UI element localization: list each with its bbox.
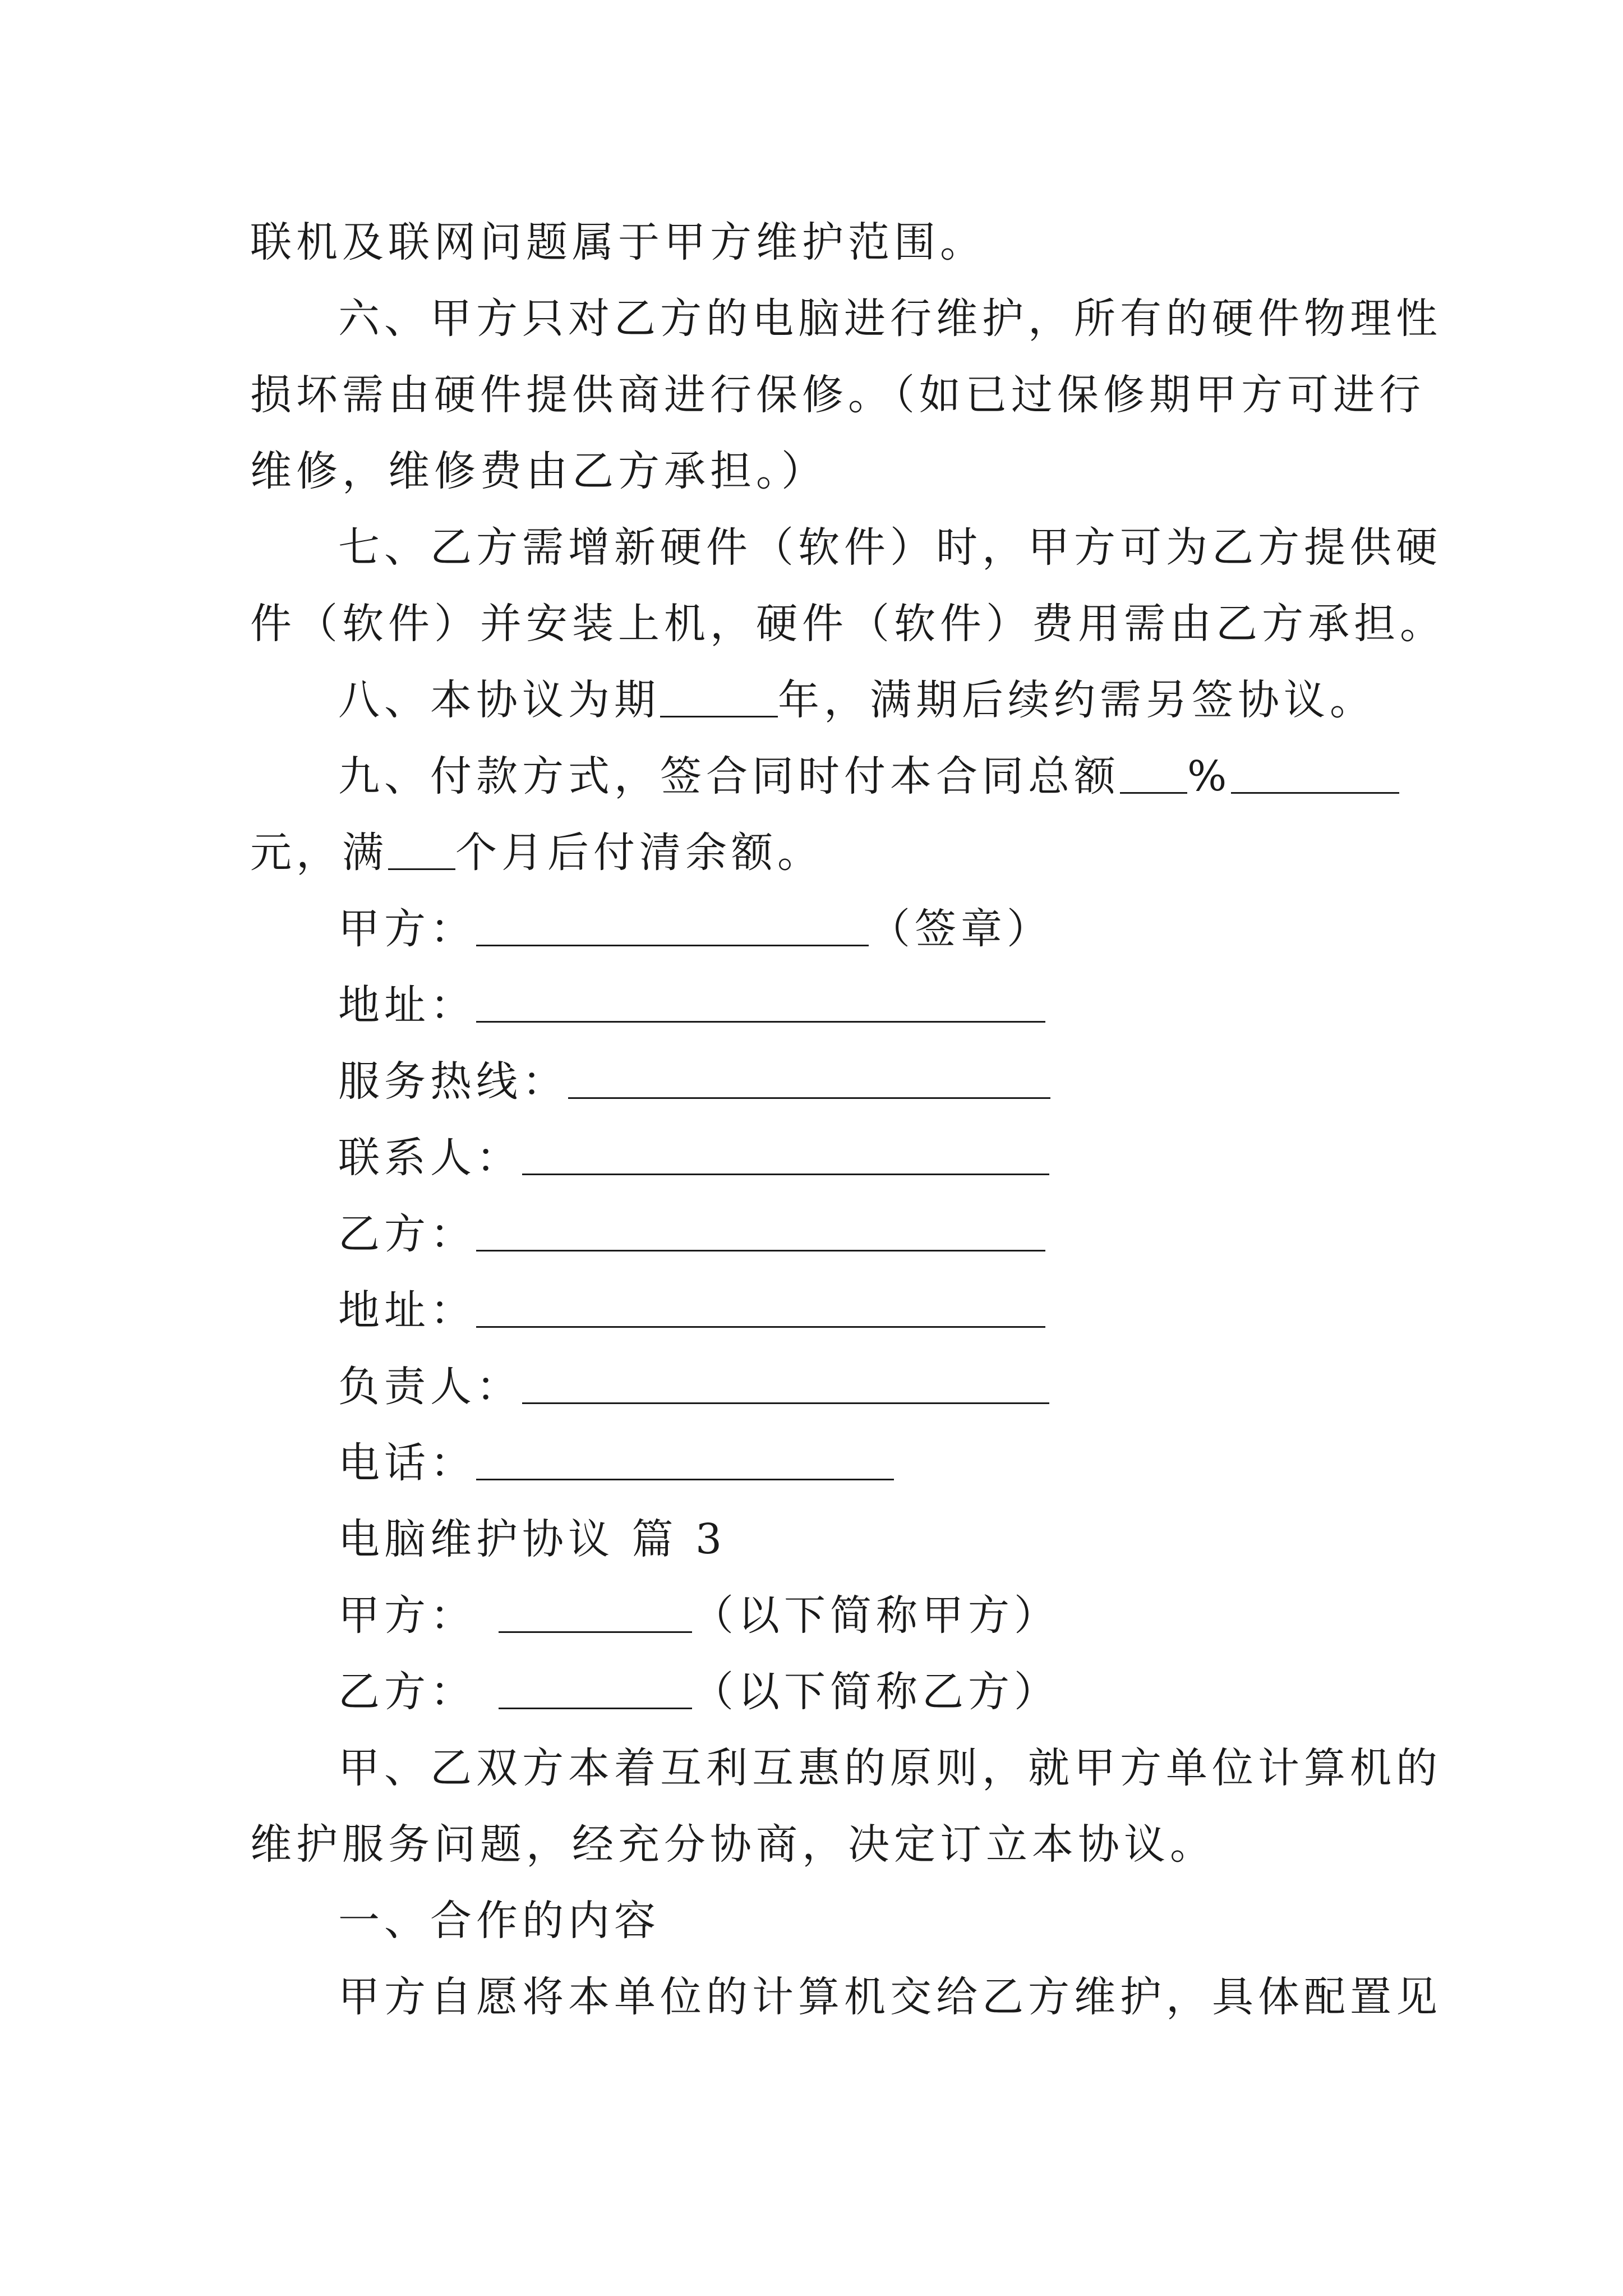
responsible-label: 负责人： — [338, 1363, 522, 1411]
payment-text: 个月后付清余额。 — [455, 829, 823, 877]
percent-blank[interactable] — [1120, 753, 1187, 794]
payment-line-2 — [250, 825, 823, 881]
phone-blank[interactable] — [476, 1439, 894, 1480]
address-label: 地址： — [338, 1286, 476, 1335]
payment-text: 九、付款方式，签合同时付本合同总额 — [338, 752, 1120, 800]
amount-blank[interactable] — [1231, 753, 1399, 794]
address-row — [338, 1282, 1045, 1338]
term-text-before: 八、本协议为期 — [338, 676, 660, 724]
contact-row — [338, 1130, 1049, 1186]
section3-party-b-row — [338, 1664, 1060, 1720]
text-line: 维修，维修费由乙方承担。） — [250, 447, 827, 495]
party-a-signature-row — [338, 901, 1053, 957]
party-a-blank[interactable] — [499, 1592, 692, 1633]
responsible-blank[interactable] — [522, 1363, 1049, 1404]
party-a-label: 甲方： — [338, 905, 476, 953]
text-line: 件（软件）并安装上机，硬件（软件）费用需由乙方承担。 — [250, 600, 1446, 648]
party-a-note: （以下简称甲方） — [692, 1591, 1060, 1640]
party-b-row — [338, 1206, 1045, 1262]
months-blank[interactable] — [388, 829, 455, 870]
clause-eight — [338, 672, 1376, 728]
party-b-label: 乙方： — [338, 1668, 476, 1716]
seal-note: （签章） — [869, 905, 1053, 953]
address-label: 地址： — [338, 981, 476, 1029]
address-blank[interactable] — [476, 1287, 1045, 1328]
address-row — [338, 977, 1045, 1033]
address-blank[interactable] — [476, 982, 1045, 1023]
party-a-label: 甲方： — [338, 1591, 476, 1640]
party-a-blank[interactable] — [476, 905, 869, 946]
clause-six: 六、甲方只对乙方的电脑进行维护，所有的硬件物理性 — [338, 295, 1442, 343]
party-b-label: 乙方： — [338, 1210, 476, 1258]
phone-label: 电话： — [338, 1439, 476, 1487]
contact-blank[interactable] — [522, 1134, 1049, 1175]
clause-nine — [338, 748, 1399, 804]
text-line: 联机及联网问题属于甲方维护范围。 — [250, 218, 986, 266]
party-b-note: （以下简称乙方） — [692, 1668, 1060, 1716]
phone-row — [338, 1435, 894, 1491]
hotline-blank[interactable] — [568, 1058, 1050, 1099]
text-line: 损坏需由硬件提供商进行保修。（如已过保修期甲方可进行 — [250, 371, 1425, 419]
term-years-blank[interactable] — [660, 677, 778, 717]
section-title: 电脑维护协议 篇 3 — [338, 1515, 727, 1563]
content-line: 甲方自愿将本单位的计算机交给乙方维护，具体配置见 — [338, 1973, 1442, 2021]
section3-party-a-row — [338, 1588, 1060, 1644]
heading-cooperation: 一、合作的内容 — [338, 1897, 660, 1945]
party-b-blank[interactable] — [499, 1668, 692, 1709]
intro-line: 维护服务问题，经充分协商，决定订立本协议。 — [250, 1820, 1216, 1869]
responsible-row — [338, 1359, 1049, 1415]
payment-text: 元，满 — [250, 829, 388, 877]
term-text-after: 年，满期后续约需另签协议。 — [778, 676, 1376, 724]
contact-label: 联系人： — [338, 1134, 522, 1182]
party-b-blank[interactable] — [476, 1211, 1045, 1251]
hotline-row — [338, 1053, 1050, 1110]
intro-line: 甲、乙双方本着互利互惠的原则，就甲方单位计算机的 — [338, 1744, 1442, 1792]
clause-seven: 七、乙方需增新硬件（软件）时，甲方可为乙方提供硬 — [338, 523, 1442, 572]
hotline-label: 服务热线： — [338, 1057, 568, 1106]
percent-sign: % — [1187, 752, 1232, 800]
